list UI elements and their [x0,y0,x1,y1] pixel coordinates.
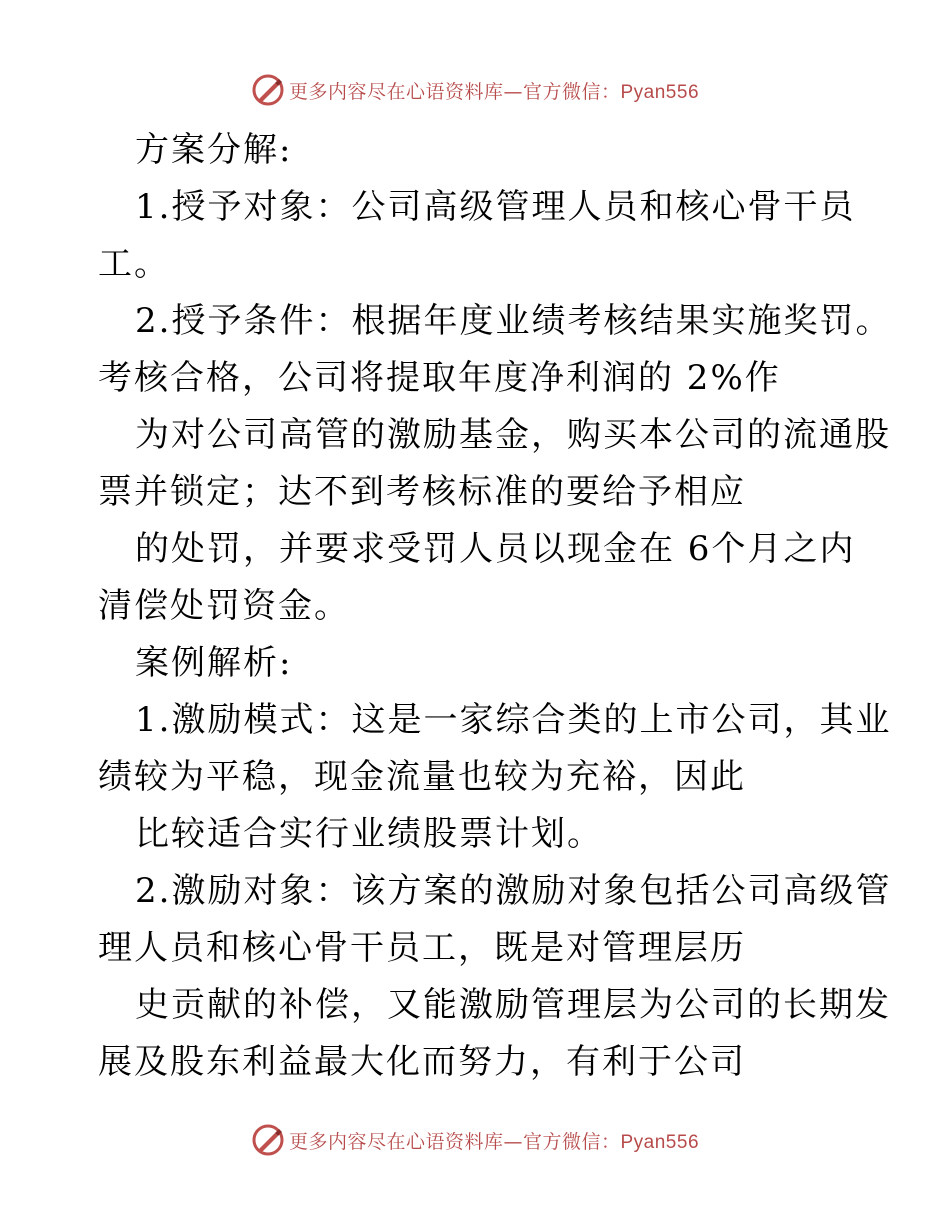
paragraph-line: 理人员和核心骨干员工，既是对管理层历 [98,928,746,968]
paragraph-line: 比较适合实行业绩股票计划。 [135,814,603,854]
paragraph-line: 史贡献的补偿，又能激励管理层为公司的长期发 [135,985,891,1025]
watermark-text: 更多内容尽在心语资料库—官方微信：Pyan556 [288,1130,700,1153]
paragraph-line: 展及股东利益最大化而努力，有利于公司 [98,1042,746,1082]
footer-watermark [0,1120,950,1160]
section-heading: 案例解析: [135,643,293,683]
header-watermark [0,70,950,110]
paragraph-line: 2.授予条件：根据年度业绩考核结果实施奖罚。 [135,301,892,341]
paragraph-line: 2.激励对象：该方案的激励对象包括公司高级管 [135,871,892,911]
paragraph-line: 票并锁定；达不到考核标准的要给予相应 [98,472,746,512]
paragraph-line: 1.授予对象：公司高级管理人员和核心骨干员 [135,187,856,227]
paragraph-line: 工。 [98,244,170,284]
paragraph-line: 考核合格，公司将提取年度净利润的 2%作 [98,358,781,398]
pen-logo-icon [251,1123,285,1157]
paragraph-line: 清偿处罚资金。 [98,586,350,626]
paragraph-line: 1.激励模式：这是一家综合类的上市公司，其业 [135,700,892,740]
paragraph-line: 绩较为平稳，现金流量也较为充裕，因此 [98,757,746,797]
paragraph-line: 为对公司高管的激励基金，购买本公司的流通股 [135,415,891,455]
paragraph-line: 的处罚，并要求受罚人员以现金在 6个月之内 [135,529,856,569]
pen-logo-icon [251,73,285,107]
watermark-text: 更多内容尽在心语资料库—官方微信：Pyan556 [288,80,700,103]
section-heading: 方案分解: [135,130,293,170]
